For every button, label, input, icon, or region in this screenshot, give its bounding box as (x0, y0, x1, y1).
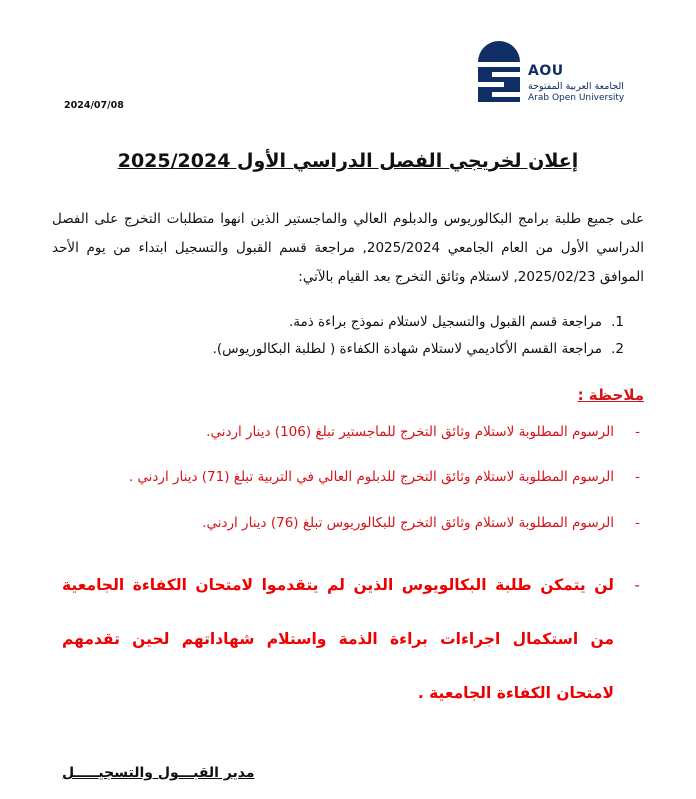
fee-item-masters (206, 424, 640, 440)
step-number: 1. (611, 314, 624, 330)
fee-item-bachelor (202, 515, 640, 531)
bullet-dash: - (635, 469, 640, 485)
warning-notice (62, 558, 640, 720)
bullet-dash: - (635, 424, 640, 440)
bullet-dash: - (635, 515, 640, 531)
aou-logo-icon (474, 38, 524, 102)
note-heading: ملاحظة : (577, 386, 644, 404)
fee-text: الرسوم المطلوبة لاستلام وثائق التخرج للدبلوم العالي في التربية تبلغ (71) دينار اردني . (128, 469, 614, 485)
intro-paragraph: على جميع طلبة برامج البكالوريوس والدبلوم العالي والماجستير الذين انهوا متطلبات التخرج على الفصل الدراسي الأول من العام الجامعي 2025/2024, مراجعة قسم القبول والتسجيل ابتداء من يوم الأحد الموافق 2025/02/23, لاستلام وثائق التخرج بعد القيام بالآتي: (52, 211, 645, 285)
step-text: مراجعة قسم القبول والتسجيل لاستلام نموذج براءة ذمة. (288, 314, 602, 330)
fee-item-diploma (129, 469, 640, 485)
announcement-title: إعلان لخريجي الفصل الدراسي الأول 2025/2024 (117, 150, 579, 172)
step-item (213, 309, 624, 336)
logo-arabic-name: الجامعة العربية المفتوحة (528, 81, 624, 92)
bullet-dash: - (634, 576, 640, 594)
steps-list (213, 309, 624, 363)
fee-text: الرسوم المطلوبة لاستلام وثائق التخرج للبكالوريوس تبلغ (76) دينار اردني. (202, 515, 614, 531)
fee-text: الرسوم المطلوبة لاستلام وثائق التخرج للماجستير تبلغ (106) دينار اردني. (206, 424, 614, 440)
aou-logo (474, 38, 644, 108)
step-text: مراجعة القسم الأكاديمي لاستلام شهادة الكفاءة ( لطلبة البكالوريوس). (212, 341, 602, 357)
document-date: 2024/07/08 (64, 100, 124, 111)
logo-english-name: Arab Open University (528, 93, 625, 103)
signature-title: مدير القبـــول والتسجيـــــل (62, 765, 255, 781)
step-item (213, 336, 624, 363)
step-number: 2. (611, 341, 624, 357)
logo-abbreviation: AOU (528, 63, 564, 79)
warning-text: لن يتمكن طلبة البكالويوس الذين لم يتقدموا لامتحان الكفاءة الجامعية من استكمال اجراءات براءة الذمة واستلام شهاداتهم لحين تقدمهم لامتحان الكفاءة الجامعية . (62, 576, 614, 702)
